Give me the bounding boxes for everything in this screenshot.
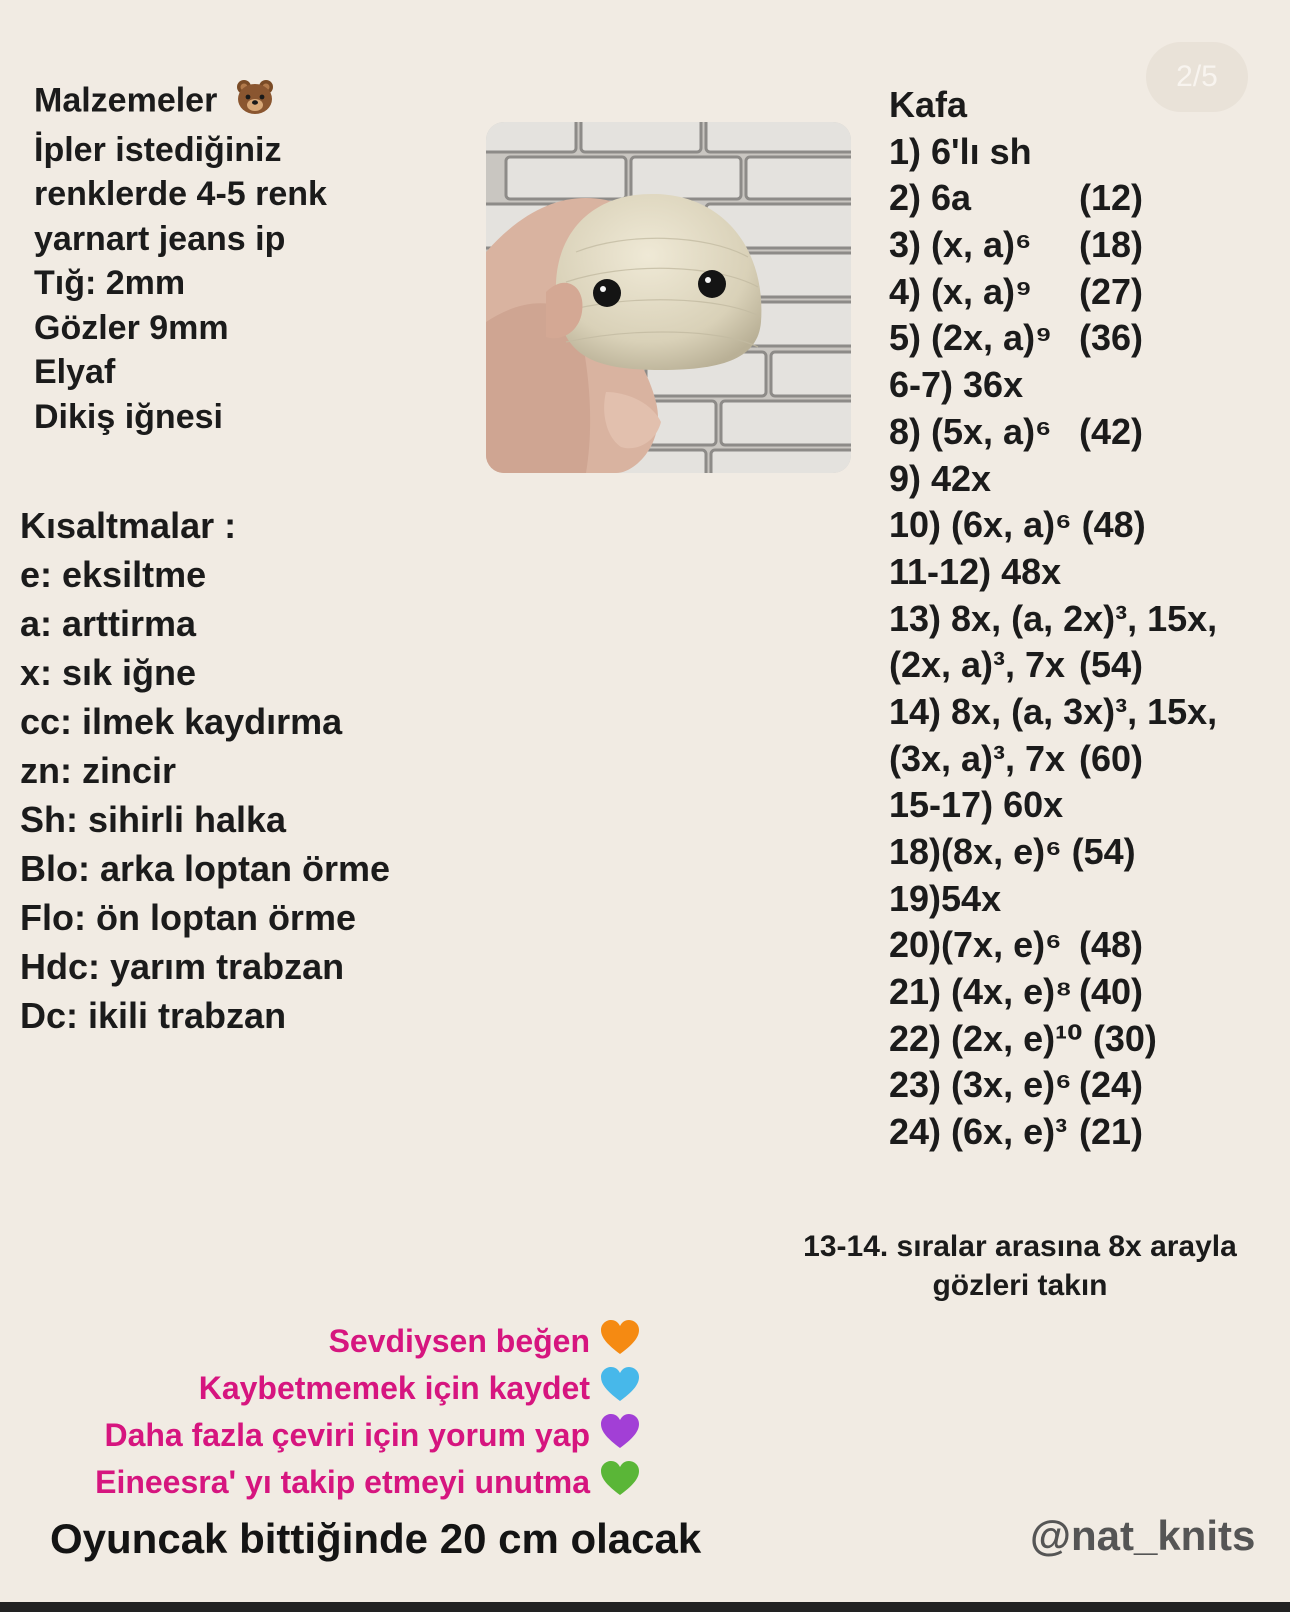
pattern-step: (3x, a)³, 7x bbox=[889, 737, 1066, 779]
pattern-stitch-count: (36) bbox=[1079, 317, 1144, 359]
note-line: 13-14. sıralar arasına 8x arayla bbox=[803, 1230, 1237, 1263]
pattern-row bbox=[889, 922, 1217, 969]
pattern-stitch-count: (12) bbox=[1079, 177, 1144, 219]
pattern-stitch-count: (18) bbox=[1079, 224, 1144, 266]
pattern-step: 1) 6'lı sh bbox=[889, 130, 1032, 172]
pattern-step: 20)(7x, e)⁶ bbox=[889, 924, 1062, 966]
pattern-stitch-count: (24) bbox=[1079, 1064, 1144, 1106]
pattern-stitch-count: (40) bbox=[1079, 971, 1144, 1013]
pattern-row bbox=[889, 315, 1217, 362]
pattern-row bbox=[889, 642, 1217, 689]
pattern-row bbox=[889, 175, 1217, 222]
materials-line: renklerde 4-5 renk bbox=[34, 175, 327, 213]
green-heart-icon bbox=[600, 1461, 640, 1508]
abbreviation-item: Hdc: yarım trabzan bbox=[20, 946, 345, 987]
abbreviation-item: cc: ilmek kaydırma bbox=[20, 701, 343, 742]
abbreviation-item: Flo: ön loptan örme bbox=[20, 897, 356, 938]
pattern-step: (2x, a)³, 7x bbox=[889, 644, 1066, 686]
pattern-stitch-count: (60) bbox=[1079, 737, 1144, 779]
pattern-row bbox=[889, 549, 1217, 596]
pattern-stitch-count: (54) bbox=[1079, 644, 1144, 686]
pattern-row bbox=[889, 362, 1217, 409]
pattern-row bbox=[889, 502, 1217, 549]
materials-section bbox=[34, 78, 327, 439]
pattern-step: 2) 6a bbox=[889, 177, 972, 219]
pattern-row bbox=[889, 129, 1217, 176]
pattern-step: 14) 8x, (a, 3x)³, 15x, bbox=[889, 690, 1218, 732]
pattern-step: 4) (x, a)⁹ bbox=[889, 270, 1033, 312]
note-line: gözleri takın bbox=[932, 1269, 1108, 1302]
materials-line: İpler istediğiniz bbox=[34, 130, 282, 169]
head-pattern-title: Kafa bbox=[889, 84, 968, 125]
pattern-step: 9) 42x bbox=[889, 457, 992, 499]
purple-heart-icon bbox=[600, 1414, 640, 1461]
pattern-row bbox=[889, 222, 1217, 269]
social-callout-text: Sevdiysen beğen bbox=[328, 1323, 590, 1359]
pattern-stitch-count: (48) bbox=[1079, 924, 1144, 966]
abbreviation-item: Dc: ikili trabzan bbox=[20, 995, 287, 1036]
pattern-stitch-count: (27) bbox=[1079, 270, 1144, 312]
pattern-row bbox=[889, 1109, 1217, 1156]
social-callout-text: Kaybetmemek için kaydet bbox=[198, 1370, 590, 1407]
pattern-step: 24) (6x, e)³ bbox=[889, 1111, 1068, 1153]
pattern-step: 3) (x, a)⁶ bbox=[889, 224, 1032, 266]
crocheted-head-photo bbox=[486, 122, 851, 473]
bottom-divider bbox=[0, 1602, 1290, 1612]
materials-title: Malzemeler bbox=[34, 81, 218, 120]
pattern-step: 6-7) 36x bbox=[889, 364, 1024, 406]
social-callout-text: Eineesra' yı takip etmeyi unutma bbox=[95, 1464, 590, 1501]
pattern-rows bbox=[889, 129, 1217, 1156]
materials-line: Dikiş iğnesi bbox=[34, 397, 223, 436]
materials-line: Tığ: 2mm bbox=[34, 264, 186, 302]
pattern-row bbox=[889, 456, 1217, 503]
pattern-step: 21) (4x, e)⁸ bbox=[889, 971, 1073, 1013]
pattern-row bbox=[889, 736, 1217, 783]
head-pattern bbox=[889, 82, 1217, 1156]
social-callout-row bbox=[95, 1461, 640, 1508]
abbreviations-section bbox=[20, 501, 390, 1040]
materials-line: Elyaf bbox=[34, 353, 116, 391]
materials-line: yarnart jeans ip bbox=[34, 219, 286, 258]
abbreviation-item: zn: zincir bbox=[20, 750, 177, 791]
bear-face-icon bbox=[235, 78, 275, 128]
social-callout-row bbox=[95, 1320, 640, 1367]
pattern-row bbox=[889, 689, 1217, 736]
abbreviation-item: x: sık iğne bbox=[20, 652, 197, 693]
abbreviations-title: Kısaltmalar : bbox=[20, 505, 237, 546]
pattern-step: 10) (6x, a)⁶ (48) bbox=[889, 504, 1146, 546]
pattern-step: 13) 8x, (a, 2x)³, 15x, bbox=[889, 597, 1218, 639]
pattern-row bbox=[889, 269, 1217, 316]
pattern-row bbox=[889, 1062, 1217, 1109]
abbreviation-item: e: eksiltme bbox=[20, 554, 207, 595]
finished-size-text: Oyuncak bittiğinde 20 cm olacak bbox=[50, 1515, 702, 1562]
pattern-row bbox=[889, 876, 1217, 923]
abbreviation-item: Blo: arka loptan örme bbox=[20, 848, 391, 889]
materials-line: Gözler 9mm bbox=[34, 308, 229, 347]
pattern-row bbox=[889, 829, 1217, 876]
social-callout-row bbox=[95, 1414, 640, 1461]
abbreviation-item: a: arttirma bbox=[20, 603, 197, 644]
pattern-step: 15-17) 60x bbox=[889, 784, 1064, 826]
pattern-row bbox=[889, 1016, 1217, 1063]
pattern-row bbox=[889, 969, 1217, 1016]
materials-title-row bbox=[34, 78, 327, 128]
pattern-step: 18)(8x, e)⁶ (54) bbox=[889, 831, 1136, 872]
pattern-step: 5) (2x, a)⁹ bbox=[889, 317, 1053, 359]
social-callouts bbox=[95, 1320, 640, 1508]
pattern-row bbox=[889, 782, 1217, 829]
pattern-step: 8) (5x, a)⁶ bbox=[889, 410, 1052, 452]
pattern-step: 11-12) 48x bbox=[889, 550, 1062, 592]
social-callout-row bbox=[95, 1367, 640, 1414]
pattern-stitch-count: (21) bbox=[1079, 1111, 1144, 1153]
abbreviation-item: Sh: sihirli halka bbox=[20, 799, 287, 840]
pattern-step: 19)54x bbox=[889, 877, 1002, 919]
blue-heart-icon bbox=[600, 1367, 640, 1414]
pattern-step: 23) (3x, e)⁶ bbox=[889, 1064, 1072, 1106]
eye-placement-note bbox=[770, 1227, 1270, 1305]
pattern-step: 22) (2x, e)¹⁰ (30) bbox=[889, 1017, 1157, 1059]
pattern-row bbox=[889, 596, 1217, 643]
social-callout-text: Daha fazla çeviri için yorum yap bbox=[104, 1417, 590, 1454]
author-handle: @nat_knits bbox=[1030, 1512, 1256, 1559]
pattern-stitch-count: (42) bbox=[1079, 410, 1144, 452]
orange-heart-icon bbox=[600, 1320, 640, 1367]
pattern-row bbox=[889, 409, 1217, 456]
page-counter: 2/5 bbox=[1146, 42, 1248, 112]
